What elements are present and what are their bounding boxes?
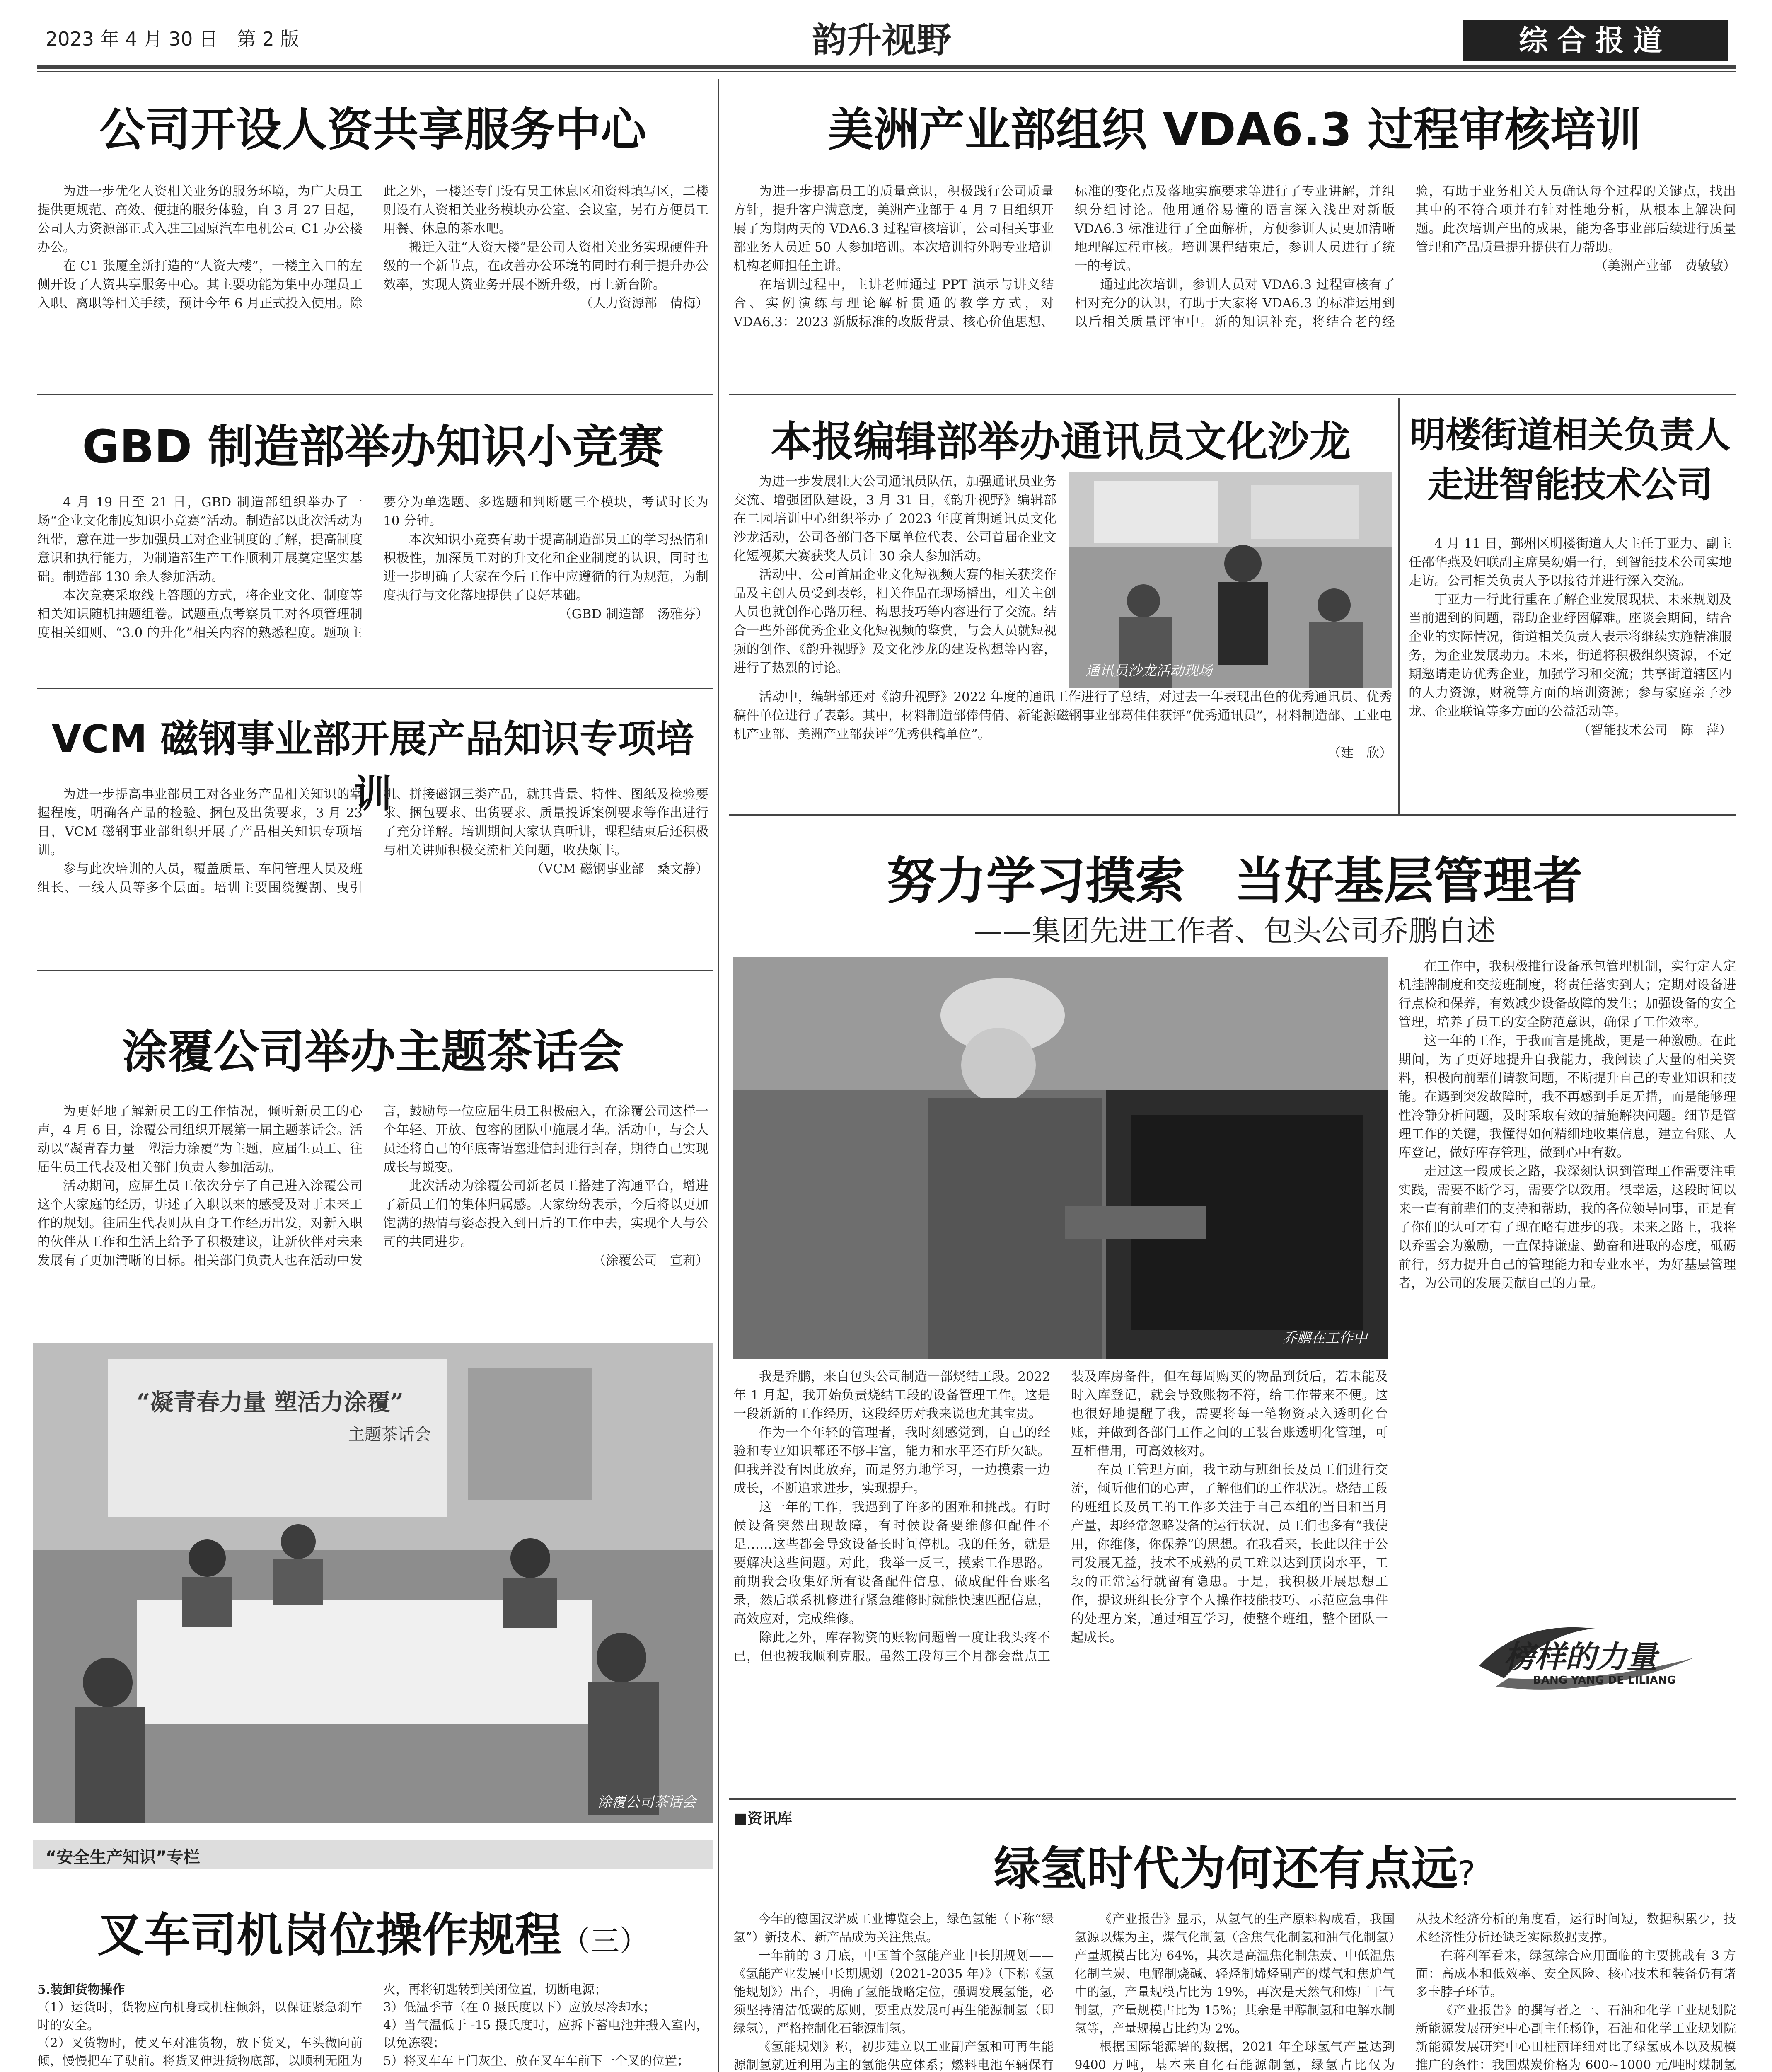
article-body-qiao-peng-right: 在工作中，我积极推行设备承包管理机制，实行定人定机挂牌制度和交接班制度，将责任落实到人；定期对设备进行点检和保养，有效减少设备故障的发生；加强设备的安全管理，培养了员工的安全防范意识，确保了工作效率。 这一年的工作，于我而言是挑战，更是一种激励。在此期间，为了更好地提升自我能力，我阅读了大量的相关资料，积极向前辈们请教问题，不断提升自己的专业知识和技能。在遇到突发故障时，我不再感到手足无措，而是能够理性冷静分析问题，及时采取有效的措施解决问题。细节是管理工作的关键，我懂得如何精细地收集信息，建立台账、人库登记，做好库存管理，做到心中有数。 走过这一段成长之路，我深刻认识到管理工作需要注重实践，需要不断学习，需要学以致用。很幸运，这段时间以来一直有前辈们的支持和帮助，我的各位领导同事，正是有了你们的认可才有了现在略有进步的我。未来之路上，我将以乔雪会为激励，一直保持谦虚、勤奋和进取的态度，砥砺前行，努力提升自己的管理能力和专业水平，为好基层管理者，为公司的发展贡献自己的力量。 (1398, 959, 1736, 1291)
byline: （VCM 磁钢事业部 桑文静） (531, 862, 708, 876)
article-title-vda63: 美洲产业部组织 VDA6.3 过程审核培训 (828, 103, 1641, 156)
badge-title: 榜样的力量 (1504, 1639, 1657, 1675)
article-divider (37, 688, 713, 689)
byline: （涂覆公司 宣莉） (593, 1253, 708, 1268)
byline: （GBD 制造部 汤雅芬） (558, 607, 708, 622)
procedure-heading: 5.装卸货物操作 (37, 1982, 125, 1997)
qiao-peng-photo (733, 957, 1388, 1359)
article-body-salon-left: 为进一步发展壮大公司通讯员队伍，加强通讯员业务交流、增强团队建设，3 月 31 日，《韵升视野》编辑部在二园培训中心组织举办了 2023 年度首期通讯员文化沙龙活动，公司各部门各下属单位代表、公司首届企业文化短视频大赛获奖人员计 30 余人参加活动。 活动中，公司首届企业文化短视频大赛的相关获奖作品及主创人员受到表彰，相关作品在现场播出，相关主创人员也就创作心路历程、构思技巧等内容进行了交流。结合一些外部优秀企业文化短视频的鉴赏，与会人员就短视频的创作、《韵升视野》及文化沙龙的建设构想等内容，进行了热烈的讨论。 (733, 474, 1056, 675)
byline: （美洲产业部 费敏敏） (1594, 259, 1736, 274)
article-divider (729, 814, 1736, 816)
banner-right: 主题茶话会 (348, 1425, 431, 1444)
column-divider (718, 79, 719, 2072)
role-model-badge (1471, 1616, 1703, 1695)
article-title-hr-center: 公司开设人资共享服务中心 (99, 103, 646, 156)
procedure-step: （1）运货时，货物应向机身或机柱倾斜，以保证紧急刹车时的安全。 (37, 2000, 363, 2033)
article-body-vda63: 为进一步提高员工的质量意识，积极践行公司质量方针，提升客户满意度，美洲产业部于 4 月 7 日组织开展了为期两天的 VDA6.3 过程审核培训，公司相关事业部业务人员近 50 人参加培训。本次培训特外聘专业培训机构老师担任主讲。 在培训过程中，主讲老师通过 PPT 演示与讲义结合、实例演练与理论解析贯通的教学方式，对 VDA6.3：2023 新版标准的改版背景、核心价值思想、标准的变化点及落地实施要求等进行了专业讲解，并组织分组讨论。他用通俗易懂的语言深入浅出对新版 VDA6.3 标准进行了全面解析，方便参训人员更加清晰地理解过程审核。培训课程结束后，参训人员进行了统一的考试。 通过此次培训，参训人员对 VDA6.3 过程审核有了相对充分的认识，有助于大家将 VDA6.3 的标准运用到以后相关质量评审中。新的知识补充，将结合老的经验，有助于业务相关人员确认每个过程的关键点，找出其中的不符合项并有针对性地分析，从根本上解决问题。此次培训产出的成果，能为各事业部后续进行质量管理和产品质量提升提供有力帮助。 （美洲产业部 费敏敏） (733, 184, 1736, 329)
article-body-minglou: 4 月 11 日，鄞州区明楼街道人大主任丁亚力、副主任邵华燕及妇联副主席吴幼娟一行，到智能技术公司实地走访。公司相关负责人予以接待并进行深入交流。 丁亚力一行此行重在了解企业发展现状、未来规划及当前遇到的问题，帮助企业纾困解难。座谈会期间，结合企业的实际情况，街道相关负责人表示将继续实施精准服务，为企业发展助力。未来，街道将积极组织资源，不定期邀请走访优秀企业，加强学习和交流；共享街道辖区内的人力资源，财税等方面的培训资源；参与家庭亲子沙龙、企业联谊等多方面的公益活动等。 （智能技术公司 陈 萍） (1409, 535, 1732, 804)
section-tag-label: 资讯库 (747, 1810, 793, 1827)
section-rule (729, 1798, 1736, 1800)
badge-subtitle: BANG YANG DE LILIANG (1533, 1674, 1676, 1687)
article-title-gbd-quiz: GBD 制造部举办知识小竞赛 (82, 420, 664, 473)
byline: （建 欣） (1328, 746, 1392, 760)
masthead-rule (37, 65, 1736, 69)
section-tag-infobank: ■资讯库 (733, 1810, 793, 1827)
article-title-green-hydrogen: 绿氢时代为何还有点远? (994, 1842, 1476, 1896)
qiao-peng-photo-illustration (733, 957, 1388, 1359)
procedure-step (383, 2070, 708, 2072)
procedure-step: 3）低温季节（在 0 摄氏度以下）应放尽冷却水； (383, 2000, 656, 2015)
article-body-tea-party: 为更好地了解新员工的工作情况，倾听新员工的心声，4 月 6 日，涂覆公司组织开展第一届主题茶话会。活动以“凝青春力量 塑活力涂覆”为主题，应届生员工、往届生员工代表及相关部门负责人参加活动。 活动期间，应届生员工依次分享了自己进入涂覆公司这个大家庭的经历，讲述了入职以来的感受及对于未来工作的规划。往届生代表则从自身工作经历出发，对新入职的伙伴从工作和生活上给予了积极建议，让新伙伴对未来发展有了更加清晰的目标。相关部门负责人也在活动中发言，鼓励每一位应届生员工积极融入，在涂覆公司这样一个年轻、开放、包容的团队中施展才华。活动中，与会人员还将自己的年底寄语塞进信封进行封存，期待自己实现成长与蜕变。 此次活动为涂覆公司新老员工搭建了沟通平台，增进了新员工们的集体归属感。大家纷纷表示，今后将以更加饱满的热情与姿态投入到日后的工作中去，实现个人与公司的共同进步。 （涂覆公司 宣莉） (37, 1102, 708, 1334)
article-divider (37, 394, 713, 395)
article-divider (37, 970, 713, 971)
procedure-step: 4）当气温低于 -15 摄氏度时，应拆下蓄电池并搬入室内，以免冻裂； (383, 2018, 708, 2050)
article-body-forklift (37, 1981, 708, 2072)
procedure-step: 5）将叉车车上门灰尘，放在叉车车前下一个叉的位置； (383, 2054, 690, 2068)
article-body-qiao-peng-left: 我是乔鹏，来自包头公司制造一部烧结工段。2022 年 1 月起，我开始负责烧结工段的设备管理工作。这是一段新新的工作经历，这段经历对我来说也尤其宝贵。 作为一个年轻的管理者，我时刻感觉到，自己的经验和专业知识都还不够丰富，能力和水平还有所欠缺。但我并没有因此放弃，而是努力地学习，一边摸索一边成长，不断追求进步，实现提升。 这一年的工作，我遇到了许多的困难和挑战。有时候设备突然出现故障，有时候设备要维修但配件不足……这些都会导致设备长时间停机。我的任务，就是要解决这些问题。对此，我举一反三，摸索工作思路。前期我会收集好所有设备配件信息，做成配件台账名录，然后联系机修进行紧急维修时就能快速匹配信息，高效应对，完成维修。 除此之外，库存物资的账物问题曾一度让我头疼不已，但也被我顺利克服。虽然工段每三个月都会盘点工装及库房备件，但在每周购买的物品到货后，若未能及时入库登记，就会导致账物不符，给工作带来不便。这也很好地提醒了我，需要将每一笔物资录入透明化台账，并做到各部门工作之间的工装台账透明化管理，可互相借用，可高效核对。 在员工管理方面，我主动与班组长及员工们进行交流，倾听他们的心声，了解他们的工作状况。烧结工段的班组长及员工的工作多关注于自己本组的当日和当月产量，却经常忽略设备的运行状况，员工们也多有“我使用，你维修，你保养”的思想。在我看来，长此以往于公司发展无益，技术不成熟的员工难以达到顶岗水平，工段的正常运行就留有隐患。于是，我积极开展思想工作，提议班组长分享个人操作技能技巧、示范应急事件的处理方案，通过相互学习，使整个班组，整个团队一起成长。 (733, 1369, 1388, 1664)
article-body-salon-bottom: 活动中，编辑部还对《韵升视野》2022 年度的通讯工作进行了总结，对过去一年表现出色的优秀通讯员、优秀稿件单位进行了表彰。其中，材料制造部俸倩倩、新能源磁钢事业部葛佳佳获评“优秀通讯员”，材料制造部、工业电机产业部、美洲产业部获评“优秀供稿单位”。 （建 欣） (733, 688, 1392, 800)
section-tag-safety: “安全生产知识”专栏 (46, 1848, 200, 1867)
newspaper-logo: 韵升视野 (812, 19, 952, 61)
photo-caption: 乔鹏在工作中 (1283, 1330, 1367, 1346)
procedure-step: 火，再将钥匙转到关闭位置，切断电源； (383, 1982, 607, 1997)
salon-photo-illustration (1069, 472, 1392, 688)
issue-date: 2023 年 4 月 30 日 第 2 版 (46, 28, 300, 50)
article-body-gbd-quiz: 4 月 19 日至 21 日，GBD 制造部组织举办了一场“企业文化制度知识小竞赛”活动。制造部以此次活动为纽带，意在进一步加强员工对企业制度的了解，提高制度意识和执行能力，为制造部生产工作顺利开展奠定坚实基础。制造部 130 余人参加活动。 本次竞赛采取线上答题的方式，将企业文化、制度等相关知识随机抽题组卷。试题重点考察员工对各项管理制度相关细则、“3.0 的升化”相关内容的熟悉程度。题项主要分为单选题、多选题和判断题三个模块，考试时长为 10 分钟。 本次知识小竞赛有助于提高制造部员工的学习热情和积极性，加深员工对的升文化和企业制度的认识，同时也进一步明确了大家在今后工作中应遵循的行为规范，为制度执行与文化落地提供了良好基础。 （GBD 制造部 汤雅芬） (37, 495, 708, 640)
article-body-vcm-training: 为进一步提高事业部员工对各业务产品相关知识的掌握程度，明确各产品的检验、捆包及出货要求，3 月 23 日，VCM 磁钢事业部组织开展了产品相关知识专项培训。 参与此次培训的人员，覆盖质量、车间管理人员及班组长、一线人员等多个层面。培训主要围绕變割、曳引机、拼接磁钢三类产品，就其背景、特性、图纸及检验要求、捆包要求、出货要求、质量投诉案例要求等作出进行了充分详解。培训期间大家认真听讲，课程结束后还积极与相关讲师积极交流相关问题，收获颇丰。 （VCM 磁钢事业部 桑文静） (37, 787, 708, 895)
column-divider-right (1398, 398, 1400, 816)
article-body-green-hydrogen: 今年的德国汉诺威工业博览会上，绿色氢能（下称“绿氢”）新技术、新产品成为关注焦点。 一年前的 3 月底，中国首个氢能产业中长期规划——《氢能产业发展中长期规划（2021-2035 年）》（下称《氢能规划》）出台，明确了氢能战略定位，强调发展氢能，必须坚持清洁低碳的原则，要重点发展可再生能源制氢（即绿氢），严格控制化石能源制氢。 《氢能规划》称，初步建立以工业副产氢和可再生能源制氢就近利用为主的氢能供应体系；燃料电池车辆保有 《产业报告》显示，从氢气的生产原料构成看，我国氢源以煤为主，煤气化制氢（含焦气化制氢和油气化制氢） 产量规模占比为 64%，其次是高温焦化制焦炭、中低温焦化制兰炭、电解制烧碱、轻烃制烯烃副产的煤气和焦炉气中的氢，产量规模占比为 19%，再次是天然气和炼厂干气制氢，产量规模占比为 15%；其余是甲醇制氢和电解水制氢等，产量规模占比约为 2%。 根据国际能源署的数据，2021 年全球氢气产量达到 9400 万吨，基本来自化石能源制氢，绿氢占比仅为 从技术经济分析的角度看，运行时间短，数据积累少，技术经济性分析还缺乏实际数据支撑。 在蒋利军看来，绿氢综合应用面临的主要挑战有 3 方面：高成本和低效率、安全风险、核心技术和装备仍有诸多卡脖子环节。 《产业报告》的撰写者之一、石油和化学工业规划院新能源发展研究中心副主任杨铮，石油和化学工业规划院新能源发展研究中心田桂丽详细对比了绿氢成本以及规模推广的条件：我国煤炭价格为 600~1000 元/吨时煤制氢 (733, 1912, 1736, 2072)
article-title-forklift: 叉车司机岗位操作规程（三） (97, 1908, 648, 1962)
article-title-minglou: 明楼街道相关负责人 走进智能技术公司 (1410, 414, 1731, 506)
article-body-hr-center: 为进一步优化人资相关业务的服务环境，为广大员工提供更规范、高效、便捷的服务体验，自 3 月 27 日起，公司人力资源部正式入驻三园原汽车电机公司 C1 办公楼办公。 在 C1 张厦全新打造的“人资大楼”，一楼主入口的左侧开设了人资共享服务中心。其主要功能为集中办理员工入职、离职等相关手续，预计今年 6 月正式投入使用。除此之外，一楼还专门设有员工休息区和资料填写区，二楼则设有人资相关业务模块办公室、会议室，另有方便员工用餐、休息的茶水吧。 搬迁入驻“人资大楼”是公司人资相关业务实现硬件升级的一个新节点，在改善办公环境的同时有利于提升办公效率，实现人资业务开展不断升级，再上新台阶。 （人力资源部 倩梅） (37, 182, 708, 381)
article-title-vcm-training: VCM 磁钢事业部开展产品知识专项培训 (51, 717, 694, 816)
byline: （人力资源部 倩梅） (580, 296, 708, 311)
article-subtitle-qiao-peng: ——集团先进工作者、包头公司乔鹏自述 (974, 914, 1496, 948)
section-label: 综合报道 (1463, 20, 1728, 61)
masthead-rule-thin (37, 71, 1736, 72)
article-divider (729, 394, 1736, 395)
salon-photo (1069, 472, 1392, 688)
article-title-salon: 本报编辑部举办通讯员文化沙龙 (771, 417, 1351, 466)
photo-caption: 通讯员沙龙活动现场 (1085, 663, 1212, 679)
procedure-step: （2）叉货物时，使叉车对准货物，放下货叉，车头微向前倾，慢慢把车子驶前。将货叉伸进货物底部，以顺利无阻为 (37, 2036, 363, 2068)
article-title-tea-party: 涂覆公司举办主题茶话会 (122, 1025, 624, 1078)
byline: （智能技术公司 陈 萍） (1578, 723, 1732, 738)
tea-party-photo (33, 1343, 713, 1823)
banner-text: “凝青春力量 塑活力涂覆” (137, 1389, 404, 1416)
photo-caption: 涂覆公司茶话会 (597, 1794, 696, 1811)
article-title-qiao-peng: 努力学习摸索 当好基层管理者 (887, 852, 1583, 910)
